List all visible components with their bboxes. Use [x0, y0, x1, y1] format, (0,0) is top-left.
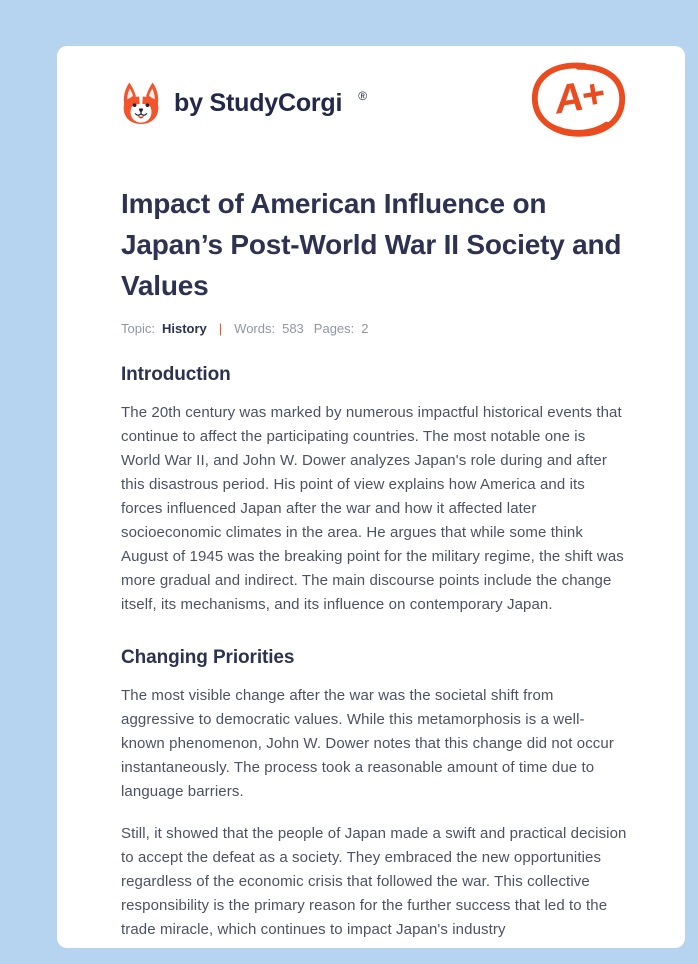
pages-label: Pages:: [313, 321, 355, 336]
a-plus-badge: [530, 62, 627, 138]
header: [121, 62, 627, 138]
section-heading-changing-priorities: Changing Priorities: [121, 647, 295, 668]
essay-title: Impact of American Influence on Japan’s Post-World War II Society and Values: [121, 188, 622, 301]
studycorgi-logo[interactable]: [121, 80, 367, 127]
paragraph: The 20th century was marked by numerous impactful historical events that continue to affect the participating countries. The most notable one is World War II, and John W. Dower analyzes Japan's role during and after this disastrous period. His point of view explains how America and its forces influenced Japan after the war and how it affected later socioeconomic climates in the area. He argues that while some think August of 1945 was the breaking point for the military regime, the shift was more gradual and indirect. The main discourse points include the change itself, its mechanisms, and its influence on contemporary Japan.: [121, 404, 624, 613]
essay-card: [57, 46, 685, 948]
pages-value: 2: [361, 321, 369, 336]
words-label: Words:: [234, 321, 276, 336]
topic-label: Topic:: [121, 321, 155, 336]
brand-text: by StudyCorgi: [174, 89, 343, 117]
a-plus-text: A+: [551, 71, 606, 123]
essay-meta: [121, 321, 627, 336]
topic-link[interactable]: History: [161, 321, 207, 336]
section-heading-introduction: Introduction: [121, 364, 231, 385]
paragraph: Still, it showed that the people of Japan made a swift and practical decision to accept the defeat as a society. They embraced the new opportunities regardless of the economic crisis that followed the war. This collective responsibility is the primary reason for the further success that led to the trade miracle, which continues to impact Japan's industry: [121, 825, 627, 938]
paragraph: The most visible change after the war was the societal shift from aggressive to democratic values. While this metamorphosis is a well-known phenomenon, John W. Dower notes that this change did not occur instantaneously. The process took a reasonable amount of time due to language barriers.: [121, 687, 614, 800]
registered-mark: ®: [358, 88, 368, 103]
corgi-icon: [121, 80, 161, 127]
meta-separator: |: [218, 321, 223, 336]
essay-card-content: [57, 46, 685, 942]
words-value: 583: [282, 321, 304, 336]
